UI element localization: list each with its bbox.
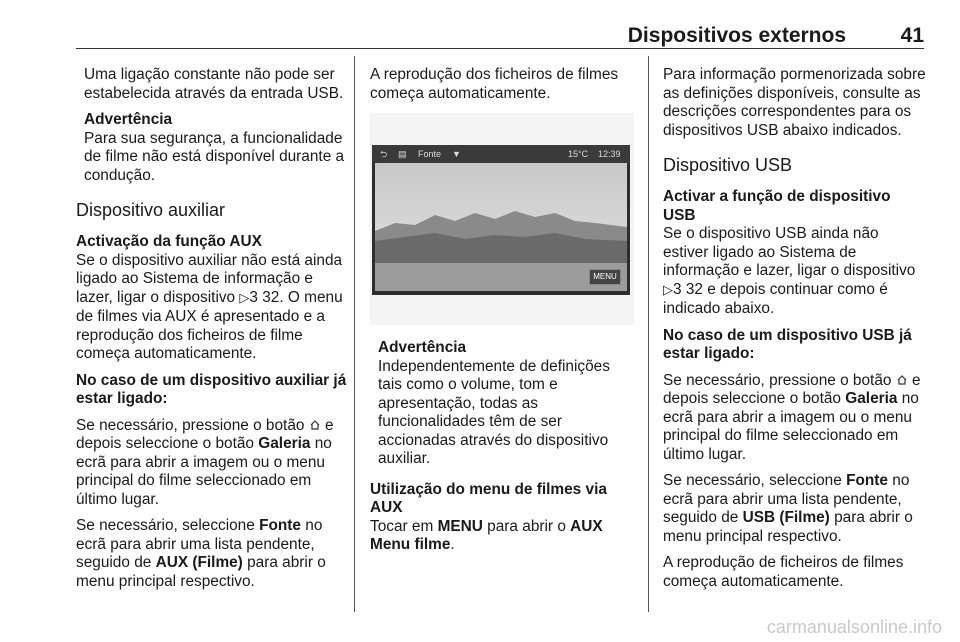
paragraph: Se necessário, pressione o botão e depois seleccione o botão Galeria no ecrã para abrir a imagem ou o menu principal do filme seleccionado em último lugar. xyxy=(76,416,334,508)
page-number: 41 xyxy=(900,24,924,47)
section-title: Dispositivo USB xyxy=(663,155,793,175)
page-ref-icon: ▷ xyxy=(663,282,673,298)
paragraph: Se o dispositivo auxiliar não está ainda ligado ao Sistema de informação e lazer, ligar o dispositivo ▷3 32. O menu de filmes via AUX é apresentado e a reprodução dos ficheiros de filme começa automaticamente. xyxy=(76,251,343,362)
warning-text: Independentemente de definições tais como o volume, tom e apresentação, todas as funcionalidades têm de ser accionadas através do dispositivo auxiliar. xyxy=(378,357,610,467)
infotainment-screen xyxy=(372,145,630,295)
subsection-title: Activar a função de dispositivo USB xyxy=(663,188,891,224)
paragraph: A reprodução dos ficheiros de filmes começa automaticamente. xyxy=(370,66,619,102)
paragraph: Uma ligação constante não pode ser estabelecida através da entrada USB. xyxy=(84,66,344,102)
chevron-down-icon: ▼ xyxy=(452,149,461,159)
page-ref-icon: ▷ xyxy=(239,290,250,306)
screenshot-figure xyxy=(370,113,634,325)
warning-text: Para sua segurança, a funcionalidade de filme não está disponível durante a condução. xyxy=(84,129,345,184)
warning-block xyxy=(76,111,348,185)
home-icon xyxy=(896,374,908,386)
column-1 xyxy=(76,66,348,599)
video-frame xyxy=(375,163,627,291)
page-title: Dispositivos externos xyxy=(627,24,846,47)
column-divider xyxy=(648,56,649,612)
page-header xyxy=(76,24,924,49)
section-title: Dispositivo auxiliar xyxy=(76,200,226,220)
subsection-title: No caso de um dispositivo USB já estar ligado: xyxy=(663,326,912,362)
column-3 xyxy=(663,66,927,599)
menu-button[interactable]: MENU xyxy=(589,269,621,285)
clock: 12:39 xyxy=(598,149,621,159)
back-icon: ⮌ xyxy=(380,149,388,159)
home-icon xyxy=(309,419,321,431)
paragraph: Se necessário, seleccione Fonte no ecrã para abrir uma lista pendente, seguido de AUX (Filme) para abrir o menu principal respectivo. xyxy=(76,517,326,590)
subsection-title: Utilização do menu de filmes via AUX xyxy=(370,480,607,516)
status-bar xyxy=(372,145,630,163)
watermark: carmanualsonline.info xyxy=(766,617,942,637)
warning-title: Advertência xyxy=(378,339,467,356)
paragraph: A reprodução de ficheiros de filmes começa automaticamente. xyxy=(663,554,904,590)
temperature: 15°C xyxy=(568,149,589,159)
column-divider xyxy=(354,56,355,612)
paragraph: Se necessário, seleccione Fonte no ecrã para abrir uma lista pendente, seguido de USB (Filme) para abrir o menu principal respectivo. xyxy=(663,472,913,545)
source-label: Fonte xyxy=(418,149,442,159)
paragraph: Tocar em MENU para abrir o AUX Menu filme. xyxy=(370,517,603,553)
paragraph: Para informação pormenorizada sobre as definições disponíveis, consulte as descrições correspondentes para os dispositivos USB abaixo indicados. xyxy=(663,66,926,139)
column-2 xyxy=(370,66,634,563)
media-icon: ▤ xyxy=(398,149,407,159)
warning-block xyxy=(370,339,634,469)
subsection-title: No caso de um dispositivo auxiliar já estar ligado: xyxy=(76,371,347,407)
paragraph: Se o dispositivo USB ainda não estiver ligado ao Sistema de informação e lazer, ligar o dispositivo ▷3 32 e depois continuar como é indicado abaixo. xyxy=(663,225,916,317)
paragraph: Se necessário, pressione o botão e depois seleccione o botão Galeria no ecrã para abrir a imagem ou o menu principal do filme seleccionado em último lugar. xyxy=(663,371,921,463)
subsection-title: Activação da função AUX xyxy=(76,233,262,250)
warning-title: Advertência xyxy=(84,111,173,128)
